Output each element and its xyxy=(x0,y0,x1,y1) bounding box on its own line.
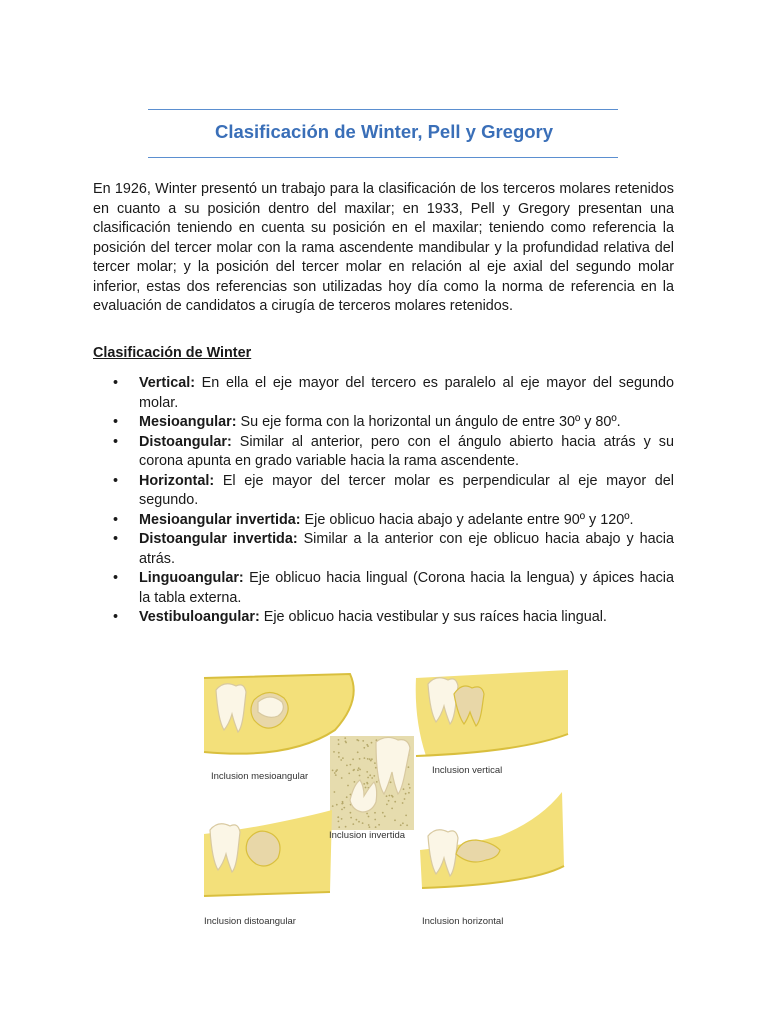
item-text: En ella el eje mayor del tercero es paralelo al eje mayor del segundo molar. xyxy=(139,375,674,411)
bullet-icon: • xyxy=(113,375,119,391)
vertical-illustration xyxy=(416,670,568,756)
item-term: Mesioangular: xyxy=(139,414,237,430)
figure-illustration xyxy=(200,660,570,932)
bullet-icon: • xyxy=(113,414,119,430)
list-item-vestibuloangular xyxy=(93,608,674,628)
label-invertida: Inclusion invertida xyxy=(329,830,406,841)
classification-list xyxy=(93,374,674,628)
item-term: Horizontal: xyxy=(139,472,215,489)
invertida-illustration xyxy=(330,736,414,830)
list-item-distoangular xyxy=(93,433,674,472)
distoangular-illustration xyxy=(204,810,332,896)
item-term: Vertical: xyxy=(139,375,195,391)
bottom-rule xyxy=(148,157,618,158)
item-text: Eje oblicuo hacia lingual (Corona hacia la lengua) y ápices hacia la tabla externa. xyxy=(139,570,674,606)
winter-classification-figure xyxy=(200,660,570,932)
item-term: Vestibuloangular: xyxy=(139,609,260,625)
item-text: Similar al anterior, pero con el ángulo abierto hacia atrás y su corona apunta en grado variable hacia la rama ascendente. xyxy=(139,433,674,469)
list-item-linguoangular xyxy=(93,569,674,608)
item-term: Linguoangular: xyxy=(139,570,244,586)
bullet-icon: • xyxy=(113,531,119,547)
page-title: Clasificación de Winter, Pell y Gregory xyxy=(214,121,554,142)
section-heading: Clasificación de Winter xyxy=(93,345,252,361)
label-vertical: Inclusion vertical xyxy=(432,765,503,776)
label-horizontal: Inclusion horizontal xyxy=(422,916,504,927)
intro-paragraph: En 1926, Winter presentó un trabajo para la clasificación de los terceros molares retenidos en cuanto a su posición dentro del maxilar; en 1933, Pell y Gregory presentan una clasificación teniendo en cuenta su posición en el maxilar; teniendo como referencia la posición del tercer molar con la rama ascendente mandibular y la profundidad relativa del tercer molar; y la posición del tercer molar en relación al eje axial del segundo molar inferior, estas dos referencias son utilizadas hoy día como la norma de referencia en la evaluación de candidatos a cirugía de terceros molares retenidos. xyxy=(93,181,674,314)
item-term: Mesioangular invertida: xyxy=(139,511,301,528)
list-item-vertical xyxy=(93,374,674,413)
list-item-horizontal xyxy=(93,472,674,511)
item-term: Distoangular invertida: xyxy=(139,531,298,547)
bullet-icon: • xyxy=(113,511,119,528)
bullet-icon: • xyxy=(113,570,119,586)
bullet-icon: • xyxy=(113,472,119,489)
horizontal-illustration xyxy=(420,792,564,888)
item-term: Distoangular: xyxy=(139,433,232,450)
item-text: El eje mayor del tercer molar es perpendicular al eje mayor del segundo. xyxy=(139,472,674,508)
label-mesioangular: Inclusion mesioangular xyxy=(211,771,309,782)
item-text: Similar a la anterior con eje oblicuo hacia abajo y hacia atrás. xyxy=(139,531,674,567)
top-rule xyxy=(148,109,618,110)
list-item-mesioangular-invertida xyxy=(93,511,674,531)
label-distoangular: Inclusion distoangular xyxy=(204,916,296,927)
bullet-icon: • xyxy=(113,433,119,450)
item-text: Su eje forma con la horizontal un ángulo de entre 30º y 80º. xyxy=(236,414,621,430)
bullet-icon: • xyxy=(113,609,119,625)
item-text: Eje oblicuo hacia abajo y adelante entre 90º y 120º. xyxy=(300,511,634,528)
list-item-distoangular-invertida xyxy=(93,530,674,569)
list-item-mesioangular xyxy=(93,413,674,433)
item-text: Eje oblicuo hacia vestibular y sus raíces hacia lingual. xyxy=(259,609,607,625)
